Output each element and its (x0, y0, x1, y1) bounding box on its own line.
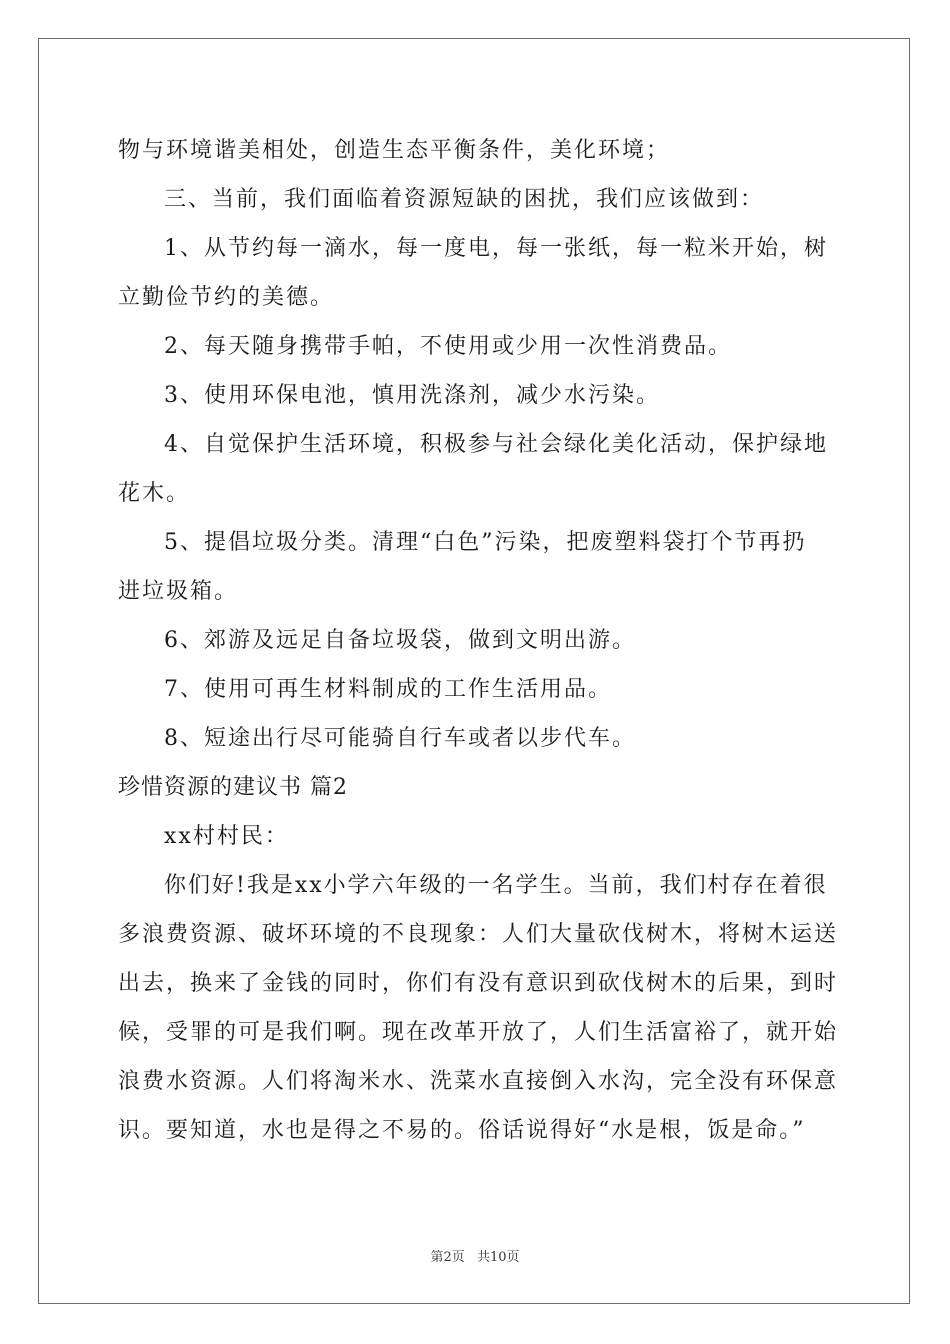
text-line: 1、从节约每一滴水，每一度电，每一张纸，每一粒米开始，树 (164, 236, 828, 261)
page-total: 共10页 (476, 1250, 520, 1265)
text-line: 候，受罪的可是我们啊。现在改革开放了，人们生活富裕了，就开始 (118, 1020, 839, 1045)
text-line: 识。要知道，水也是得之不易的。俗话说得好“水是根，饭是命。” (118, 1118, 806, 1143)
text-line: 浪费水资源。人们将淘米水、洗菜水直接倒入水沟，完全没有环保意 (118, 1069, 839, 1094)
text-line: 6、郊游及远足自备垃圾袋，做到文明出游。 (164, 628, 636, 653)
text-line: 物与环境谐美相处，创造生态平衡条件，美化环境； (118, 138, 671, 163)
text-line: 立勤俭节约的美德。 (118, 285, 335, 310)
text-line: 2、每天随身携带手帕，不使用或少用一次性消费品。 (164, 334, 732, 359)
text-line: 5、提倡垃圾分类。清理“白色”污染，把废塑料袋打个节再扔 (164, 530, 807, 555)
text-line: 出去，换来了金钱的同时，你们有没有意识到砍伐树木的后果，到时 (118, 971, 839, 996)
salutation: xx村村民： (164, 824, 289, 849)
text-line: 你们好!我是xx小学六年级的一名学生。当前，我们村存在着很 (164, 873, 828, 898)
text-line: 8、短途出行尽可能骑自行车或者以步代车。 (164, 726, 636, 751)
text-line: 花木。 (118, 481, 191, 506)
text-line: 7、使用可再生材料制成的工作生活用品。 (164, 677, 612, 702)
text-line: 多浪费资源、破坏环境的不良现象：人们大量砍伐树木，将树木运送 (118, 922, 839, 947)
page-footer (0, 1246, 950, 1265)
document-body (118, 126, 838, 1155)
page-number: 第2页 (430, 1250, 465, 1265)
text-line: 进垃圾箱。 (118, 579, 239, 604)
text-line: 4、自觉保护生活环境，积极参与社会绿化美化活动，保护绿地 (164, 432, 828, 457)
text-line: 三、当前，我们面临着资源短缺的困扰，我们应该做到： (164, 187, 765, 212)
section-heading: 珍惜资源的建议书 篇2 (118, 775, 348, 800)
text-line: 3、使用环保电池，慎用洗涤剂，减少水污染。 (164, 383, 660, 408)
